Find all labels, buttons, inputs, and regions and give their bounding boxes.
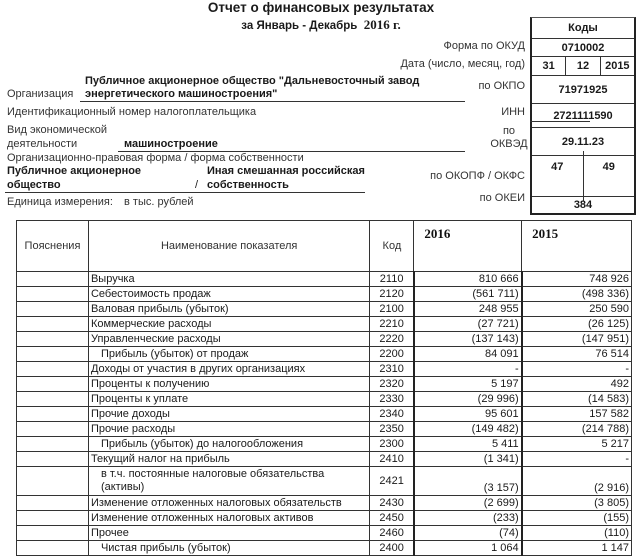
value-2016: (137 143) (414, 332, 522, 347)
indicator-name: Проценты к получению (88, 377, 369, 392)
org-label: Организация (7, 88, 74, 100)
value-2015: (26 125) (522, 317, 632, 332)
okpo-value: 71971925 (532, 76, 634, 104)
okei-value: 384 (573, 199, 593, 211)
notes-cell (17, 467, 89, 496)
header-notes: Пояснения (17, 221, 89, 272)
notes-cell (17, 347, 89, 362)
indicator-code: 2430 (370, 496, 414, 511)
notes-cell (17, 317, 89, 332)
org-underline (80, 101, 465, 102)
indicator-code: 2310 (370, 362, 414, 377)
value-2016: (149 482) (414, 422, 522, 437)
table-row (17, 452, 632, 467)
value-2015: (498 336) (522, 287, 632, 302)
legal-form-1: Публичное акционерное (7, 165, 142, 177)
indicator-code: 2120 (370, 287, 414, 302)
header-code: Код (370, 221, 414, 272)
value-2016: (561 711) (414, 287, 522, 302)
okved-value: 29.11.23 (532, 128, 634, 156)
indicator-code: 2330 (370, 392, 414, 407)
page-title: Отчет о финансовых результатах (207, 0, 435, 15)
org-name-line2: энергетического машиностроения" (85, 88, 278, 100)
value-2015: (155) (522, 511, 632, 526)
notes-cell (17, 272, 89, 287)
codes-header: Коды (532, 18, 634, 39)
unit-label: Единица измерения: (7, 196, 113, 208)
notes-cell (17, 287, 89, 302)
table-row (17, 392, 632, 407)
inn-label: ИНН (501, 106, 525, 118)
legal-form-label: Организационно-правовая форма / форма собственности (7, 152, 304, 164)
okpo-label: по ОКПО (478, 80, 525, 92)
notes-cell (17, 437, 89, 452)
notes-cell (17, 526, 89, 541)
okved-label: по ОКВЭД (490, 125, 528, 150)
indicator-name: Прибыль (убыток) от продаж (88, 347, 369, 362)
notes-cell (17, 422, 89, 437)
indicator-code: 2220 (370, 332, 414, 347)
indicator-name: Изменение отложенных налоговых активов (88, 511, 369, 526)
notes-cell (17, 392, 89, 407)
table-row (17, 287, 632, 302)
inn-description: Идентификационный номер налогоплательщика (7, 106, 257, 118)
table-row (17, 317, 632, 332)
financial-results-table (16, 220, 632, 556)
value-2015: - (522, 362, 632, 377)
indicator-code: 2421 (370, 467, 414, 496)
period-prefix: за Январь - Декабрь (241, 20, 358, 32)
indicator-name: Выручка (88, 272, 369, 287)
ownership-1: Иная смешанная российская (207, 165, 365, 177)
indicator-name: Валовая прибыль (убыток) (88, 302, 369, 317)
codes-box (530, 17, 636, 215)
indicator-name: в т.ч. постоянные налоговые обязательства (активы) (88, 467, 369, 496)
okopf-row (532, 156, 634, 197)
value-2016: - (414, 362, 522, 377)
indicator-code: 2460 (370, 526, 414, 541)
indicator-code: 2300 (370, 437, 414, 452)
ownership-2: собственность (207, 179, 289, 191)
notes-cell (17, 496, 89, 511)
okud-label: Форма по ОКУД (443, 40, 525, 52)
notes-cell (17, 407, 89, 422)
org-name-line1: Публичное акционерное общество "Дальневосточный завод (85, 75, 420, 87)
value-2016: 1 064 (414, 541, 522, 556)
value-2015: (14 583) (522, 392, 632, 407)
value-2016: 810 666 (414, 272, 522, 287)
indicator-name: Прочие доходы (88, 407, 369, 422)
value-2016: (29 996) (414, 392, 522, 407)
header-2015: 2015 (522, 221, 632, 272)
indicator-name: Проценты к уплате (88, 392, 369, 407)
table-row (17, 496, 632, 511)
value-2016: 95 601 (414, 407, 522, 422)
legal-form-2: общество (7, 179, 61, 191)
indicator-name: Себестоимость продаж (88, 287, 369, 302)
okud-value: 0710002 (532, 39, 634, 57)
value-2015: (110) (522, 526, 632, 541)
indicator-name: Текущий налог на прибыль (88, 452, 369, 467)
unit-value: в тыс. рублей (124, 196, 194, 208)
date-label: Дата (число, месяц, год) (400, 58, 525, 70)
header-2016: 2016 (414, 221, 522, 272)
indicator-name: Чистая прибыль (убыток) (88, 541, 369, 556)
okopf-value: 47 (532, 151, 584, 201)
indicator-name: Прибыль (убыток) до налогообложения (88, 437, 369, 452)
period-year: 2016 г. (363, 17, 401, 32)
table-row (17, 272, 632, 287)
form-separator: / (195, 179, 199, 191)
value-2015: - (522, 452, 632, 467)
activity-label-2: деятельности (7, 138, 78, 150)
value-2015: 1 147 (522, 541, 632, 556)
table-row (17, 526, 632, 541)
notes-cell (17, 302, 89, 317)
date-year: 2015 (605, 60, 630, 72)
indicator-code: 2350 (370, 422, 414, 437)
value-2015: 5 217 (522, 437, 632, 452)
table-header (17, 221, 632, 272)
value-2016: (1 341) (414, 452, 522, 467)
value-2015: 748 926 (522, 272, 632, 287)
table-row (17, 407, 632, 422)
indicator-name: Доходы от участия в других организациях (88, 362, 369, 377)
value-2015: 76 514 (522, 347, 632, 362)
indicator-code: 2400 (370, 541, 414, 556)
notes-cell (17, 332, 89, 347)
indicator-code: 2210 (370, 317, 414, 332)
date-row (532, 57, 634, 76)
value-2015: (3 805) (522, 496, 632, 511)
value-2016: (3 157) (414, 467, 522, 496)
value-2016: 5 197 (414, 377, 522, 392)
value-2015: (147 951) (522, 332, 632, 347)
notes-cell (17, 362, 89, 377)
activity-label-1: Вид экономической (7, 124, 108, 136)
indicator-name: Прочие расходы (88, 422, 369, 437)
indicator-name: Изменение отложенных налоговых обязательств (88, 496, 369, 511)
form-underline (5, 192, 365, 193)
value-2016: 248 955 (414, 302, 522, 317)
okopf-label: по ОКОПФ / ОКФС (430, 170, 525, 182)
table-row (17, 377, 632, 392)
value-2016: (27 721) (414, 317, 522, 332)
inn-underline (530, 121, 590, 122)
value-2016: 5 411 (414, 437, 522, 452)
table-row (17, 541, 632, 556)
table-row (17, 437, 632, 452)
table-row (17, 362, 632, 377)
value-2016: (233) (414, 511, 522, 526)
table-row (17, 332, 632, 347)
value-2016: 84 091 (414, 347, 522, 362)
value-2015: 157 582 (522, 407, 632, 422)
indicator-code: 2200 (370, 347, 414, 362)
activity-value: машиностроение (124, 138, 218, 150)
value-2015: 250 590 (522, 302, 632, 317)
value-2015: (214 788) (522, 422, 632, 437)
table-row (17, 511, 632, 526)
indicator-name: Управленческие расходы (88, 332, 369, 347)
value-2015: 492 (522, 377, 632, 392)
table-row (17, 467, 632, 496)
date-day: 31 (532, 57, 566, 75)
header-indicator: Наименование показателя (88, 221, 369, 272)
date-month: 12 (566, 57, 600, 75)
indicator-code: 2110 (370, 272, 414, 287)
table-row (17, 302, 632, 317)
notes-cell (17, 452, 89, 467)
indicator-code: 2450 (370, 511, 414, 526)
inn-value: 2721111590 (532, 104, 634, 128)
value-2016: (2 699) (414, 496, 522, 511)
table-row (17, 347, 632, 362)
indicator-name: Коммерческие расходы (88, 317, 369, 332)
table-row (17, 422, 632, 437)
indicator-code: 2320 (370, 377, 414, 392)
notes-cell (17, 541, 89, 556)
value-2016: (74) (414, 526, 522, 541)
value-2015: (2 916) (522, 467, 632, 496)
indicator-code: 2340 (370, 407, 414, 422)
indicator-code: 2100 (370, 302, 414, 317)
okei-label: по ОКЕИ (479, 192, 525, 204)
indicator-code: 2410 (370, 452, 414, 467)
notes-cell (17, 377, 89, 392)
notes-cell (17, 511, 89, 526)
indicator-name: Прочее (88, 526, 369, 541)
okfs-value: 49 (602, 161, 615, 173)
